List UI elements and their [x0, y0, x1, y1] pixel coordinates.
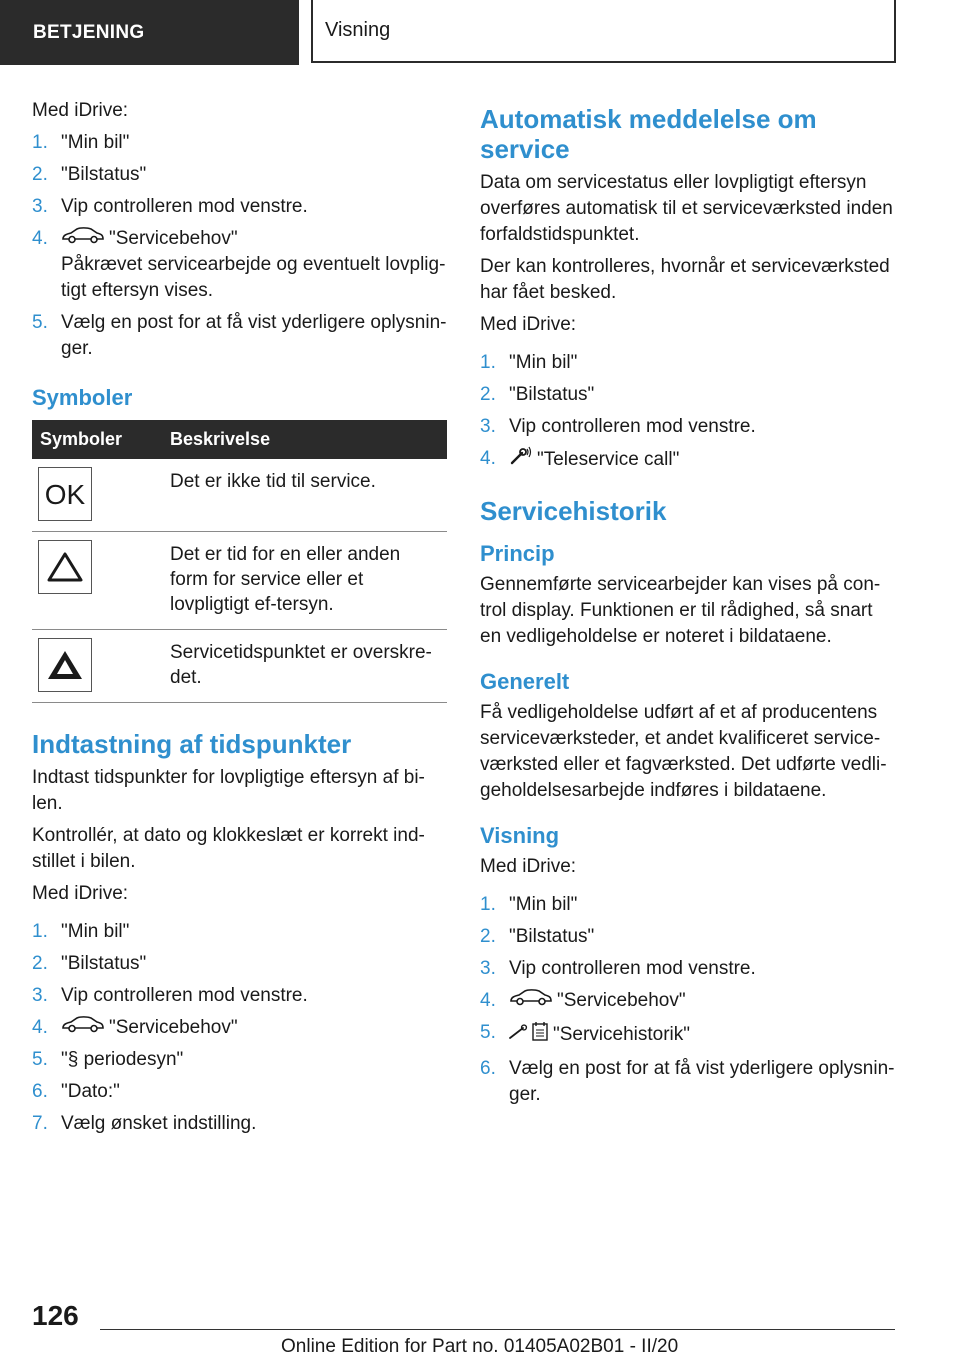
column-header: Symboler — [32, 420, 162, 459]
list-item — [32, 226, 450, 304]
symbol-cell — [32, 459, 162, 532]
step-text: "Servicebehov" — [109, 1017, 238, 1039]
list-item — [32, 1047, 450, 1073]
list-item — [32, 951, 450, 977]
princip-paragraph: Gennemførte servicearbejder kan vises på con-trol display. Funktionen er til rådighed, så snart en vedligeholdelse er noteret i bildataene. — [480, 574, 881, 647]
list-item — [480, 892, 898, 918]
step-text: Vælg ønsket indstilling. — [61, 1113, 257, 1135]
step-number: 4. — [32, 228, 48, 249]
list-item — [32, 130, 450, 156]
list-item — [480, 350, 898, 376]
step-text: "Min bil" — [509, 352, 578, 373]
step-number: 1. — [480, 352, 496, 373]
step-number: 4. — [32, 1017, 48, 1039]
header-chapter-tab — [311, 0, 896, 63]
list-item — [32, 162, 450, 188]
step-number: 3. — [480, 416, 496, 437]
service-steps-list — [32, 130, 450, 362]
overdue-triangle-icon — [38, 638, 92, 692]
page-number: 126 — [32, 1300, 79, 1331]
step-text: "Bilstatus" — [509, 926, 595, 947]
step-number: 2. — [480, 384, 496, 405]
header-section-tab — [0, 0, 299, 65]
auto-paragraph-2: Der kan kontrolleres, hvornår et serviceværksted har fået besked. — [480, 256, 890, 303]
step-number: 1. — [32, 921, 48, 943]
footer-divider — [100, 1329, 895, 1330]
symbol-cell — [32, 532, 162, 630]
ok-icon — [38, 467, 92, 521]
wrench-signal-icon — [509, 446, 533, 474]
step-number: 5. — [32, 1049, 48, 1071]
list-item — [480, 956, 898, 982]
car-icon — [61, 1015, 105, 1041]
step-text: "Teleservice call" — [537, 449, 680, 471]
step-number: 6. — [32, 1081, 48, 1103]
step-number: 3. — [32, 196, 48, 217]
auto-intro: Med iDrive: — [480, 314, 577, 335]
warning-triangle-icon — [38, 540, 92, 594]
list-item — [480, 988, 898, 1014]
step-number: 4. — [480, 990, 496, 1011]
list-item — [32, 194, 450, 220]
list-item — [32, 983, 450, 1009]
right-column — [480, 104, 898, 1114]
princip-heading: Princip — [480, 541, 555, 566]
step-text: Vip controlleren mod venstre. — [509, 958, 756, 979]
step-text: "Min bil" — [61, 132, 130, 153]
step-number: 3. — [32, 985, 48, 1007]
table-row — [32, 532, 447, 630]
list-item — [480, 1020, 898, 1050]
symbol-cell — [32, 630, 162, 703]
historik-heading: Servicehistorik — [480, 496, 667, 526]
left-column — [32, 98, 450, 1143]
visning-intro: Med iDrive: — [480, 856, 577, 877]
step-number: 7. — [32, 1113, 48, 1135]
visning-heading: Visning — [480, 823, 560, 848]
step-number: 3. — [480, 958, 496, 979]
step-text: "Bilstatus" — [61, 164, 147, 185]
step-text: Vælg en post for at få vist yderligere oplysnin-ger. — [61, 312, 447, 360]
list-item — [32, 1079, 450, 1105]
footer-edition: Online Edition for Part no. 01405A02B01 - II/20 — [281, 1336, 679, 1357]
symbols-heading: Symboler — [32, 385, 133, 411]
step-text: "Bilstatus" — [509, 384, 595, 405]
step-number: 1. — [32, 132, 48, 153]
list-item — [480, 382, 898, 408]
service-history-icon — [509, 1020, 549, 1050]
auto-paragraph-1: Data om servicestatus eller lovpligtigt eftersyn overføres automatisk til et serviceværksted inden forfaldstidspunktet. — [480, 172, 893, 245]
list-item — [480, 446, 898, 474]
table-header-row — [32, 420, 447, 459]
table-row — [32, 459, 447, 532]
idrive-intro: Med iDrive: — [32, 100, 129, 121]
step-text: Vip controlleren mod venstre. — [61, 196, 308, 217]
step-text: "Min bil" — [509, 894, 578, 915]
teleservice-steps-list — [480, 350, 898, 474]
svg-text:OK: OK — [44, 479, 86, 511]
indtast-paragraph-1: Indtast tidspunkter for lovpligtige eftersyn af bi-len. — [32, 767, 425, 815]
indtast-intro: Med iDrive: — [32, 883, 129, 905]
step-text: Vip controlleren mod venstre. — [509, 416, 756, 437]
generelt-heading: Generelt — [480, 669, 570, 694]
step-text: "Servicehistorik" — [553, 1024, 691, 1046]
visning-steps-list — [480, 892, 898, 1108]
car-icon — [509, 988, 553, 1014]
step-number: 6. — [480, 1058, 496, 1080]
step-number: 4. — [480, 448, 496, 469]
header-chapter-label: Visning — [325, 19, 391, 41]
step-number: 1. — [480, 894, 496, 915]
list-item — [32, 310, 450, 362]
step-text: "Dato:" — [61, 1081, 120, 1103]
step-number: 2. — [480, 926, 496, 947]
step-text: "Min bil" — [61, 921, 130, 943]
step-text: "Bilstatus" — [61, 953, 147, 975]
step-number: 5. — [32, 312, 48, 334]
car-icon — [61, 226, 105, 252]
step-number: 2. — [32, 164, 48, 185]
description-cell: Servicetidspunktet er overskre-det. — [162, 630, 447, 703]
step-text: Vælg en post for at få vist yderligere oplysnin-ger. — [509, 1058, 895, 1106]
auto-heading: Automatisk meddelelse om service — [480, 104, 817, 164]
description-cell: Det er ikke tid til service. — [162, 459, 447, 532]
indtast-paragraph-2: Kontrollér, at dato og klokkeslæt er korrekt ind-stillet i bilen. — [32, 825, 425, 873]
step-text: "Servicebehov" — [557, 990, 686, 1012]
step-number: 5. — [480, 1022, 496, 1044]
indtast-steps-list — [32, 919, 450, 1137]
list-item — [480, 1056, 898, 1108]
list-item — [32, 1111, 450, 1137]
header-section-label: BETJENING — [33, 21, 145, 43]
step-number: 2. — [32, 953, 48, 975]
symbols-table — [32, 420, 447, 703]
indtast-heading: Indtastning af tidspunkter — [32, 729, 352, 760]
list-item — [480, 414, 898, 440]
generelt-paragraph: Få vedligeholdelse udført af et af producentens serviceværksteder, et andet kvalificeret service-værksted eller et fagværksted. Det udførte vedli-geholdelsesarbejde indføres i bildataene. — [480, 702, 887, 801]
list-item — [32, 919, 450, 945]
column-header: Beskrivelse — [162, 420, 447, 459]
step-text: "§ periodesyn" — [61, 1049, 184, 1071]
step-text: "Servicebehov" — [109, 228, 238, 250]
step-text: Vip controlleren mod venstre. — [61, 985, 308, 1007]
step-note: Påkrævet servicearbejde og eventuelt lovplig-tigt eftersyn vises. — [61, 254, 446, 302]
list-item — [32, 1015, 450, 1041]
table-row — [32, 630, 447, 703]
list-item — [480, 924, 898, 950]
description-cell: Det er tid for en eller anden form for service eller et lovpligtigt ef-tersyn. — [162, 532, 447, 630]
